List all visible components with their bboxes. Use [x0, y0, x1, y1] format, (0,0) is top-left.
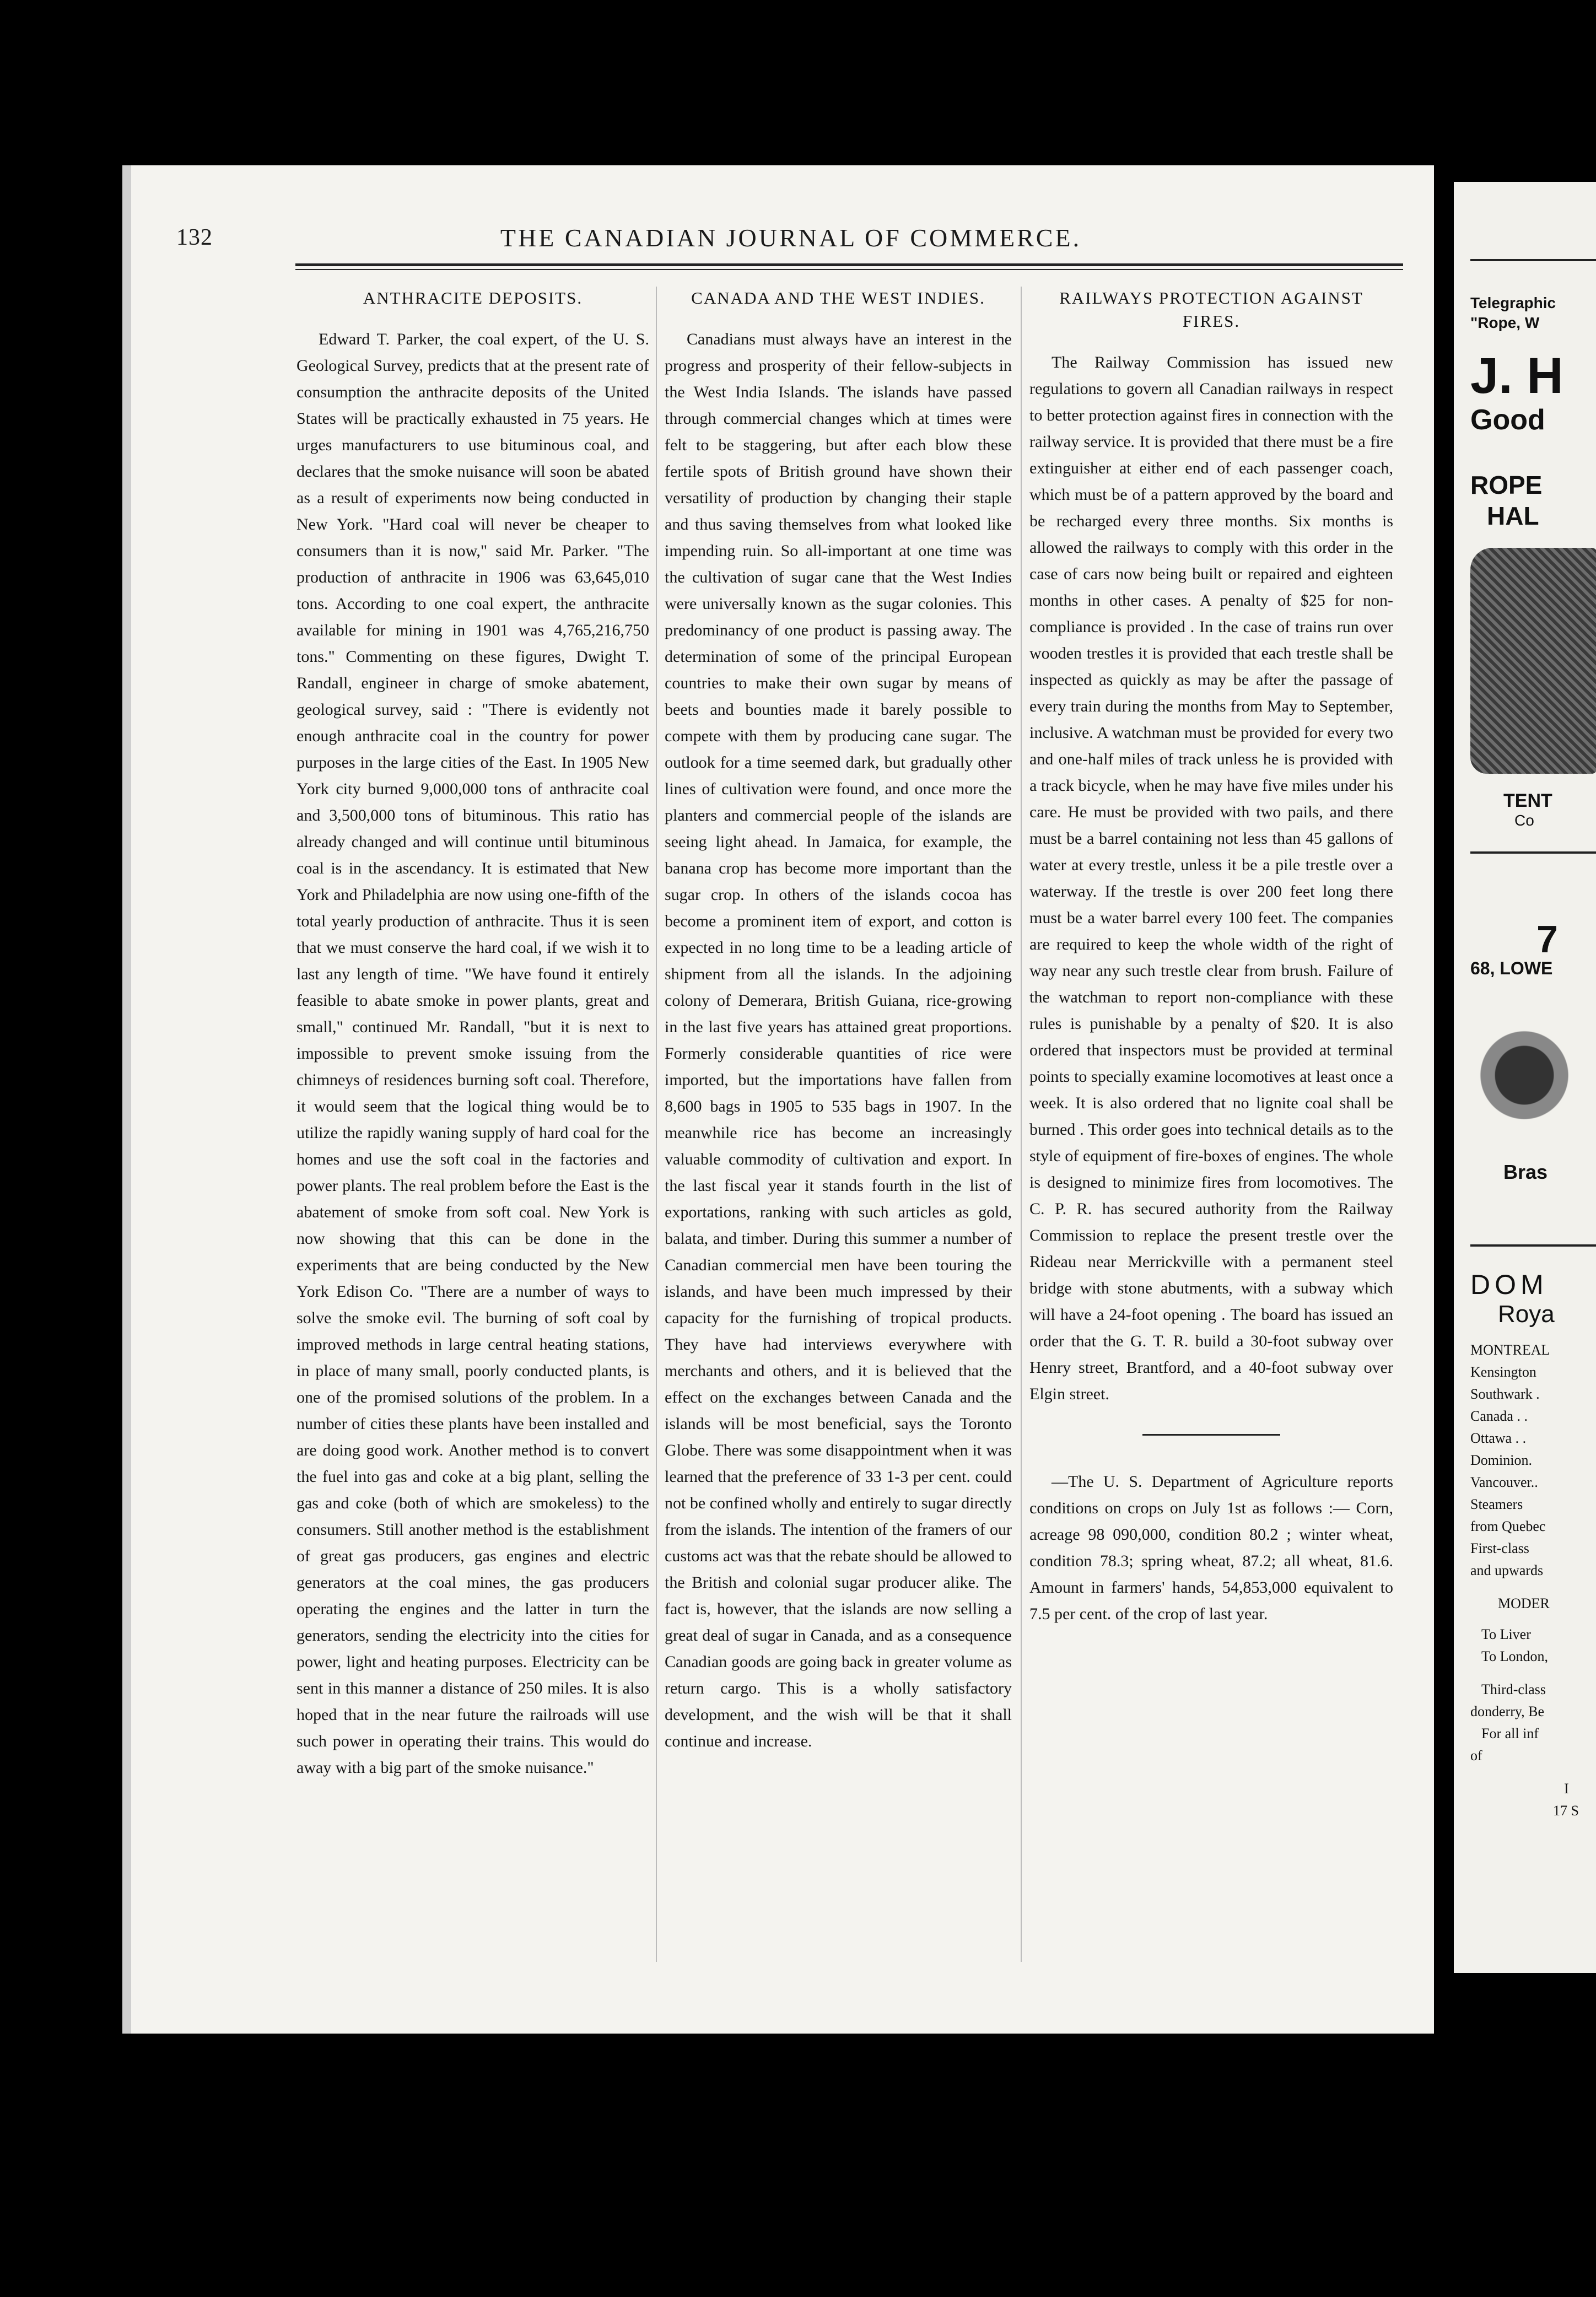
- ad-londonderry: donderry, Be: [1470, 1703, 1545, 1719]
- ad-ship: Ottawa . .: [1470, 1430, 1527, 1446]
- column-divider: [1021, 287, 1022, 1962]
- article-anthracite: [296, 287, 649, 1781]
- page-number: 132: [176, 225, 213, 250]
- article-title: RAILWAYS PROTECTION AGAINST FIRES.: [1059, 288, 1363, 331]
- ad-rope: ROPE: [1470, 471, 1543, 499]
- ad-ship: Kensington: [1470, 1364, 1536, 1380]
- ad-montreal: MONTREAL: [1470, 1342, 1550, 1358]
- ad-steamers: Steamers: [1470, 1496, 1523, 1512]
- article-west-indies: [665, 287, 1012, 1755]
- ad-to-london: To London,: [1481, 1648, 1548, 1664]
- ad-address: 68, LOWE: [1470, 958, 1553, 978]
- ad-telegraphic: Telegraphic: [1470, 294, 1556, 311]
- article-paragraph: The Railway Commission has issued new regulations to govern all Canadian railways in respect to better protection against fires in connection with the railway service. It is provided that there must be a fire extinguisher at either end of each passenger coach, which must be of a pattern approved by the board and be recharged every three months. Six months is allowed the railways to comply with this order in the case of cars now being built or repaired and eighteen months in other cases. A penalty of $25 for non-compliance is provided . In the case of trains run over wooden trestles it is provided that each trestle shall be inspected as quickly as may be after the passage of every train during the months from May to September, inclusive. A watchman must be provided for every two and one-half miles of track unless he is provided with a track bicycle, when he may have five miles under his care. He must be provided with two pails, and there must be a barrel containing not less than 45 gallons of water at every trestle, unless it be a pile trestle over a waterway. If the trestle is over 200 feet long there must be a water barrel every 100 feet. The companies are required to keep the whole width of the right of way near any such trestle clear from brush. Failure of the watchman to report non-compliance with these rules is punishable by a penalty of $20. It is also ordered that inspectors must be provided at terminal points to specially examine locomotives at least once a week. It is also ordered that no lignite coal shall be burned . This order goes into technical details as to the style of equipment of fire-boxes of engines. The whole is designed to minimize fires from locomotives. The C. P. R. has secured authority from the Railway Commission to replace the present trestle over the Rideau near Merrickville with a permanent steel bridge with stone abutments, with a subway which will have a 24-foot opening . The board has issued an order that the G. T. R. build a 30-foot subway over Henry street, Brantford, and a 40-foot subway over Elgin street.: [1029, 353, 1393, 1403]
- ad-of: of: [1470, 1748, 1482, 1764]
- ad-from-quebec: from Quebec: [1470, 1518, 1546, 1534]
- article-railways: [1029, 287, 1393, 1627]
- ad-ship: Vancouver..: [1470, 1474, 1538, 1490]
- journal-title: THE CANADIAN JOURNAL OF COMMERCE.: [500, 224, 1082, 252]
- article-title: CANADA AND THE WEST INDIES.: [691, 288, 985, 308]
- article-paragraph: Canadians must always have an interest in the progress and prosperity of their fellow-subjects in the West India Islands. The islands have passed through commercial changes which at times were felt to be staggering, but after each blow these fertile spots of British ground have shown their versatility of production by changing their staple and thus saving themselves from what looked like impending ruin. So all-important at one time was the cultivation of sugar cane that the West Indies were universally known as the sugar colonies. This predominancy of one product is passing away. The determination of some of the principal European countries to make their own sugar by means of beets and bounties made it barely possible to compete with them by producing cane sugar. The outlook for a time seemed dark, but gradually other lines of cultivation were found, and once more the planters and commercial people of the islands are seeing light ahead. In Jamaica, for example, the banana crop has become more important than the sugar crop. In others of the islands cocoa has become a prominent item of export, and cotton is expected in no long time to be a leading article of shipment from all the islands. In the adjoining colony of Demerara, British Guiana, rice-growing in the last five years has attained great proportions. Formerly considerable quantities of rice were imported, but the importations have fallen from 8,600 bags in 1905 to 535 bags in 1907. In the meanwhile rice has become an increasingly valuable commodity of cultivation and export. In the last fiscal year it stands fourth in the list of exportations, ranking with such articles as gold, balata, and timber. During this summer a number of Canadian commercial men have been touring the islands, and have been much impressed by their capacity for the furnishing of tropical products. They have had interviews everywhere with merchants and others, and it is believed that the effect on the exchanges between Canada and the islands will be most beneficial, says the Toronto Globe. There was some disappointment when it was learned that the preference of 33 1-3 per cent. could not be confined wholly and entirely to sugar directly from the islands. The intention of the framers of our customs act was that the rebate should be allowed to the British and colonial sugar producer alike. The fact is, however, that the islands are now selling a great deal of sugar in Canada, and as a consequence Canadian goods are going back in greater volume as return cargo. This is a wholly satisfactory development, and the wish will be that it shall continue and increase.: [665, 330, 1012, 1750]
- ad-brass: Bras: [1503, 1161, 1548, 1183]
- ad-illustration: [1470, 548, 1596, 774]
- ad-street-address: 17 S: [1553, 1803, 1579, 1819]
- ad-tent: TENT: [1503, 790, 1552, 811]
- ad-company-name: J. H: [1470, 348, 1563, 404]
- ad-ship: Dominion.: [1470, 1452, 1532, 1468]
- ad-goods: Good: [1470, 404, 1545, 436]
- ad-co: Co: [1514, 812, 1534, 829]
- ad-ship: Canada . .: [1470, 1408, 1528, 1424]
- ad-number: 7: [1536, 918, 1558, 961]
- ad-rope-code: "Rope, W: [1470, 314, 1540, 331]
- facing-page-advertisements: [1454, 182, 1596, 1973]
- ad-and-upwards: and upwards: [1470, 1562, 1544, 1578]
- facing-rule: [1470, 851, 1596, 854]
- header-rule: [295, 263, 1403, 270]
- ad-instrument-illustration: [1476, 1012, 1596, 1139]
- article-title: ANTHRACITE DEPOSITS.: [363, 288, 583, 308]
- ad-third-class: Third-class: [1481, 1681, 1546, 1697]
- ad-hal: HAL: [1487, 502, 1539, 530]
- ad-ship: Southwark .: [1470, 1386, 1540, 1402]
- article-paragraph: Edward T. Parker, the coal expert, of the U. S. Geological Survey, predicts that at the present rate of consumption the anthracite deposits of the United States will be practically exhausted in 75 years. He urges manufacturers to use bituminous coal, and declares that the smoke nuisance will soon be abated as a result of experiments now being conducted in New York. "Hard coal will never be cheaper to consumers than it is now," said Mr. Parker. "The production of anthracite in 1906 was 63,645,010 tons. According to one coal expert, the anthracite available for mining in 1901 was 4,765,216,750 tons." Commenting on these figures, Dwight T. Randall, engineer in charge of smoke abatement, geological survey, said : "There is evidently not enough anthracite coal in the country for power purposes in the large cities of the East. In 1905 New York city burned 9,000,000 tons of anthracite coal and 3,500,000 tons of bituminous. This ratio has already changed and will continue until bituminous coal is in the ascendancy. It is estimated that New York and Philadelphia are now using one-fifth of the total yearly production of anthracite. Thus it is seen that we must conserve the hard coal, if we wish it to last any length of time. "We have found it entirely feasible to abate smoke in power plants, great and small," continued Mr. Randall, "but it is next to impossible to prevent smoke issuing from the chimneys of residences burning soft coal. Therefore, it would seem that the logical thing would be to utilize the rapidly waning supply of hard coal for the homes and use the soft coal in the factories and power plants. The real problem before the East is the abatement of smoke from soft coal. New York is now showing that this can be done in the experiments that are being conducted by the New York Edison Co. "There are a number of ways to solve the smoke evil. The burning of soft coal by improved methods in large central heating stations, in place of many small, poorly conducted plants, is one of the promised solutions of the problem. In a number of cities these plants have been installed and are doing good work. Another method is to convert the fuel into gas and coke at a big plant, selling the gas and coke (both of which are smokeless) to the consumers. Still another method is the establishment of great gas producers, gas engines and electric generators at the coal mines, the gas producers operating the engines and the latter in turn the generators, sending the electricity into the cities for power, light and heating purposes. Electricity can be sent in this manner a distance of 250 miles. It is also hoped that in the near future the railroads will use such power in operating their trains. This would do away with a big part of the smoke nuisance.": [296, 330, 649, 1777]
- facing-rule: [1470, 1244, 1596, 1247]
- ad-for-all: For all inf: [1481, 1726, 1539, 1741]
- column-divider: [656, 287, 657, 1962]
- ad-first-class: First-class: [1470, 1540, 1529, 1556]
- crop-report-note: —The U. S. Department of Agriculture reports conditions on crops on July 1st as follows :— Corn, acreage 98 090,000, condition 80.2 ; winter wheat, condition 78.3; spring wheat, 87.2; all wheat, 81.6. Amount in farmers' hands, 54,853,000 equivalent to 7.5 per cent. of the crop of last year.: [1029, 1473, 1393, 1623]
- ad-initial: I: [1564, 1781, 1569, 1797]
- ad-royal: Roya: [1498, 1301, 1555, 1328]
- ad-to-liverpool: To Liver: [1481, 1626, 1531, 1642]
- facing-rule: [1470, 259, 1596, 261]
- section-separator: [1142, 1434, 1280, 1436]
- ad-moderate: MODER: [1498, 1595, 1550, 1611]
- ad-dominion: DOM: [1470, 1269, 1548, 1300]
